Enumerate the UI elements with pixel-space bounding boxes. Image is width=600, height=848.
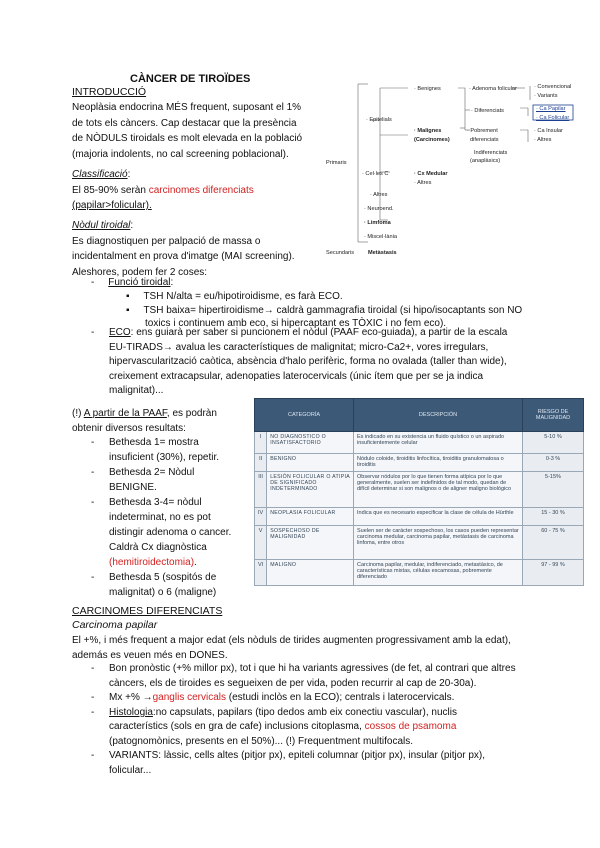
cell-desc: Carcinoma papilar, medular, indiferenciado, metastásico, de características mixtas, células escamosas, pobremente diferenciado: [354, 560, 523, 586]
page-title: CÀNCER DE TIROÏDES: [130, 73, 251, 85]
psamoma-highlight: cossos de psamoma: [364, 721, 457, 732]
table-header-row: [255, 399, 584, 432]
tree-node: · Altres: [370, 192, 388, 198]
tsh-normal: TSH N/alta = eu/hipotiroidisme, es farà ECO.: [143, 291, 343, 302]
cell-num: V: [255, 526, 267, 560]
bethesda-item: [91, 465, 273, 495]
nodul-line: Es diagnostiquen per palpació de massa o: [72, 235, 261, 247]
carcinoma-line: El +%, i més frequent a major edat (els nòduls de tirides augmenten progressivament amb la edat),: [72, 635, 511, 646]
warning-mark: (!): [72, 408, 82, 419]
tree-node: (anaplàsics): [470, 158, 501, 164]
tree-node: · Pobrement: [467, 128, 498, 134]
list-item: - Mx +% →ganglis cervicals (estudi inclòs en la ECO); centrals i laterocervicals.: [91, 692, 455, 703]
tree-node: Indiferenciats: [474, 150, 508, 156]
cell-desc: Observar nódulos por lo que tienen forma atípica por lo que generalmente, suelen ser indefinidos de tal modo, quedan de difícil determinar si son malignos o de aligner maligno biológico: [354, 472, 523, 508]
classification-tree: [0, 0, 600, 270]
list-item: - Bon pronòstic (+% millor px), tot i que hi ha variants agressives (de fet, al contrari que altres càncers, els de tiroides es segueixen de per vida, poden recurrir al cap de 20-30a).: [91, 662, 531, 691]
tree-node: Secundaris: [326, 250, 354, 256]
tree-node: · Malignes: [414, 128, 442, 134]
list-line: Mx +% →: [109, 692, 153, 703]
tsh-low-cont: toxics i continuem amb eco, si hipercaptant es TÒXIC i no fem eco).: [145, 318, 447, 329]
list-item: - Histologia:no capsulats, papilars (tipo dedos amb eix conectiu vascular), nuclis característics (sols en gra de cafe) inclusions citoplasma, cossos de psamoma (patognomònics, presents en el 50%)... (!) Frequentment multifocals.: [91, 706, 531, 750]
eco-line: malignitat)...: [109, 385, 164, 396]
tree-node: · Ca Folicular: [536, 115, 570, 121]
paaf-block: [72, 406, 248, 436]
list-line: folicular...: [109, 764, 152, 776]
tree-node: · Convencional: [534, 84, 572, 90]
cell-num: III: [255, 472, 267, 508]
cell-cat: BENIGNO: [267, 454, 354, 472]
cell-desc: Suelen ser de carácter sospechoso, los casos pueden representar carcinoma medular, carcinoma papilar, metástasis de carcinoma linfoma, entre otros: [354, 526, 523, 560]
bethesda-line: Bethesda 1= mostra: [109, 437, 199, 448]
carcinoma-intro: [72, 634, 532, 663]
bethesda-line: distingir adenoma o cancer.: [109, 527, 232, 538]
tree-node: · Variants: [534, 93, 558, 99]
list-dash: -: [91, 572, 95, 583]
list-item: - VARIANTS: làssic, cells altes (pitjor px), epiteli columnar (pitjor px), insular (pitjor px), folicular...: [91, 749, 531, 778]
nodul-block: Nòdul tiroidal: Es diagnostiquen per palpació de massa o incidentalment en prova d'imatge (MAI screening). Aleshores, podem fer 2 coses:: [72, 218, 312, 280]
cell-risk: 97 - 99 %: [523, 560, 584, 586]
list-line: (patognomònics, presents en el 50%)... (!) Frequentment multifocals.: [109, 735, 414, 747]
carcinoma-line: además es veuen més en DONES.: [72, 649, 228, 661]
bethesda-item: [91, 495, 273, 570]
funcio-block: - Funció tiroidal:: [91, 277, 174, 288]
cell-cat: SOSPECHOSO DE MALIGNIDAD: [267, 526, 354, 560]
cell-risk: 0-3 %: [523, 454, 584, 472]
col-header: RIESGO DE MALIGNIDAD: [523, 399, 584, 432]
tree-node: Primaris: [326, 160, 347, 166]
tree-node: (Carcinomes): [414, 137, 450, 143]
intro-line: de tots els càncers. Cap destacar que la presència: [72, 117, 297, 129]
list-line: càncers, els de tiroides es segueixen de per vida, poden recurrir al cap de 20-30a).: [109, 677, 477, 689]
list-line: VARIANTS: làssic, cells altes (pitjor px), epiteli columnar (pitjor px), insular (pitjor px),: [109, 750, 486, 761]
hemitiroidectomia-highlight: (hemitiroidectomia): [109, 557, 195, 568]
paaf-text: , es podràn: [166, 408, 217, 419]
cell-risk: 5-15%: [523, 472, 584, 508]
histologia-label: Histologia: [109, 706, 153, 718]
eco-line: : ens guiarà per saber si puncionem el nòdul (PAAF eco-guiada), a partir de la escala: [130, 327, 508, 338]
cell-desc: Nódulo coloide, tiroiditis linfocítica, tiroiditis granulomatosa o tiroiditis: [354, 454, 523, 472]
nodul-line: incidentalment en prova d'imatge (MAI screening).: [72, 251, 295, 262]
tree-node: · Ca Insular: [534, 128, 563, 134]
cell-cat: MALIGNO: [267, 560, 354, 586]
classificacio-text: El 85-90% seràn: [72, 184, 146, 196]
table-row: [255, 508, 584, 526]
tree-node: Metàstasis: [368, 250, 397, 256]
bethesda-line: Caldrà Cx diagnòstica: [109, 542, 207, 553]
eco-line: hipervascularització caòtica, absència d'halo perifèric, forma no ovalada (taller than wide),: [109, 356, 507, 367]
cell-desc: Es indicado en su existencia un fluido quístico o un aspirado insuficientemente celular: [354, 432, 523, 454]
intro-line: de NÒDULS tiroidals es molt elevada en la població: [72, 133, 303, 144]
table-row: [255, 560, 584, 586]
tree-node: · Cel·les C: [362, 171, 389, 177]
table-row: [255, 432, 584, 454]
funcio-label: Funció tiroidal: [108, 277, 171, 288]
intro-line: (majoria indolents, no cal screening poblacional).: [72, 148, 289, 160]
tree-node: · Cx Medular: [414, 171, 448, 177]
list-line: Bon pronòstic (+% millor px), tot i que hi ha variants agressives (de fet, al contrari que altres: [109, 663, 516, 674]
list-dash: -: [91, 497, 95, 508]
tree-node: · Adenoma folicular: [469, 86, 517, 92]
nodul-line: Aleshores, podem fer 2 coses:: [72, 266, 208, 278]
list-line: :no capsulats, papilars (tipo dedos amb eix conectiu vascular), nuclis: [152, 706, 457, 718]
list-line: característics (sols en gra de cafe) inclusions citoplasma,: [109, 721, 362, 732]
tree-node: · Benignes: [414, 86, 441, 92]
eco-line: EU-TIRADS→ avalua les característiques de malignitat; micro-Ca2+, vores irregulars,: [109, 341, 489, 353]
carcinomes-diferenciats-highlight: carcinomes diferenciats: [148, 184, 254, 196]
ganglis-highlight: ganglis cervicals: [152, 692, 226, 703]
period: .: [194, 557, 197, 568]
carcinoma-list: [91, 662, 531, 778]
eco-label: ECO: [109, 327, 131, 338]
table-row: [255, 454, 584, 472]
bethesda-line: BENIGNE.: [109, 482, 157, 493]
col-header: CATEGORÍA: [255, 399, 354, 432]
intro-heading: INTRODUCCIÓ: [72, 86, 147, 98]
cell-risk: 5-10 %: [523, 432, 584, 454]
cell-num: IV: [255, 508, 267, 526]
list-dash: -: [91, 467, 95, 478]
tsh-block: ▪ TSH N/alta = eu/hipotiroidisme, es farà ECO. ▪ TSH baixa= hipertiroidisme→ caldrà gammagrafia tiroidal (si hipo/isocaptants son NO toxics i continuem amb eco, si hipercaptant es TÒXIC i no fem eco).: [126, 291, 523, 329]
tree-node: · Limfoma: [364, 220, 391, 226]
bethesda-line: Bethesda 3-4= nòdul: [109, 497, 202, 508]
cell-risk: 60 - 75 %: [523, 526, 584, 560]
cell-cat: NEOPLASIA FOLICULAR: [267, 508, 354, 526]
paaf-label: A partir de la PAAF: [83, 408, 167, 419]
bethesda-line: Bethesda 2= Nòdul: [109, 467, 195, 478]
carcinoma-papilar-heading: Carcinoma papilar: [72, 619, 158, 631]
table-row: [255, 472, 584, 508]
list-dash: -: [91, 437, 95, 448]
carcinomes-heading: CARCINOMES DIFERENCIATS: [72, 605, 223, 617]
cell-cat: NO DIAGNOSTICO O INSATISFACTORIO: [267, 432, 354, 454]
bethesda-list: [91, 435, 273, 600]
bethesda-table: [254, 398, 584, 586]
cell-num: II: [255, 454, 267, 472]
bethesda-line: Bethesda 5 (sospitós de: [109, 572, 217, 583]
list-line: (estudi inclòs en la ECO); centrals i laterocervicals.: [226, 692, 455, 703]
tree-node: · Diferenciats: [471, 108, 504, 114]
tree-node: · Neuroend.: [364, 206, 394, 212]
cell-desc: Indica que es necesario especificar la clase de célula de Hürthle: [354, 508, 523, 526]
bethesda-item: [91, 570, 273, 600]
nodul-label: Nòdul tiroidal: [72, 220, 131, 231]
tree-node: · Miscel·lània: [364, 234, 397, 240]
tree-node: · Altres: [534, 137, 552, 143]
tree-node: diferenciats: [470, 137, 499, 143]
eco-line: creixement extracapsular, adenopaties laterocervicals (únic ítem que per se ja indica: [109, 370, 484, 382]
cell-num: I: [255, 432, 267, 454]
cell-risk: 15 - 30 %: [523, 508, 584, 526]
paaf-text2: obtenir diversos resultats:: [72, 423, 186, 434]
bethesda-line: indeterminat, no es pot: [109, 512, 211, 523]
cell-num: VI: [255, 560, 267, 586]
cell-cat: LESIÓN FOLICULAR O ATIPIA DE SIGNIFICADO INDETERMINADO: [267, 472, 354, 508]
bethesda-item: [91, 435, 273, 465]
classificacio-block: Classificació: El 85-90% seràn carcinomes diferenciats (papilar>folicular).: [72, 167, 312, 214]
bethesda-line: malignitat) o 6 (maligne): [109, 587, 217, 598]
classificacio-note: (papilar>folicular).: [72, 200, 152, 211]
table-row: [255, 526, 584, 560]
classificacio-label: Classificació: [72, 169, 128, 180]
tsh-low: TSH baixa= hipertiroidisme→ caldrà gammagrafia tiroidal (si hipo/isocaptants son NO: [143, 304, 523, 316]
eco-block: - ECO: ens guiarà per saber si puncionem el nòdul (PAAF eco-guiada), a partir de la escala EU-TIRADS→ avalua les característiques de malignitat; micro-Ca2+, vores irregulars, hipervascularització caòtica, absència d'halo perifèric, forma no ovalada (taller than wide), creixement extracapsular, adenopaties laterocervicals (únic ítem que per se ja indica malignitat)...: [91, 326, 527, 399]
tree-node: · Ca Papilar: [536, 106, 566, 112]
col-header: DESCRIPCIÓN: [354, 399, 523, 432]
bethesda-line: insuficient (30%), repetir.: [109, 452, 220, 463]
tree-node: · Altres: [414, 180, 432, 186]
tree-node: · Epitelials: [366, 117, 392, 123]
intro-line: Neoplàsia endocrina MÉS frequent, suposant el 1%: [72, 102, 302, 113]
